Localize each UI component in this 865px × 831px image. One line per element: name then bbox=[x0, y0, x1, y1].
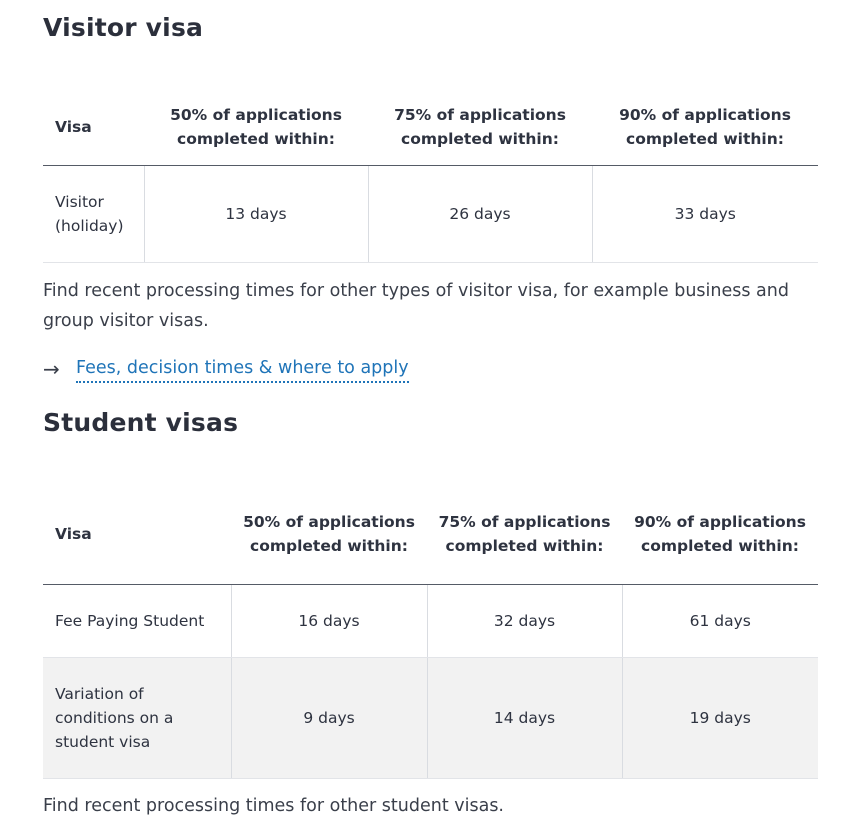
time-50-cell: 16 days bbox=[231, 584, 427, 657]
column-header-visa: Visa bbox=[43, 89, 144, 165]
visitor-info-paragraph: Find recent processing times for other types of visitor visa, for example business and group visitor visas. bbox=[43, 281, 789, 331]
column-header-visa: Visa bbox=[43, 485, 231, 584]
time-90-cell: 19 days bbox=[622, 657, 818, 778]
fees-link-row bbox=[43, 355, 409, 383]
time-75-cell: 32 days bbox=[427, 584, 622, 657]
fees-decision-times-link[interactable]: Fees, decision times & where to apply bbox=[76, 355, 409, 383]
column-header-75-percent: 75% of applications completed within: bbox=[427, 485, 622, 584]
time-90-cell: 61 days bbox=[622, 584, 818, 657]
column-header-50-percent: 50% of applications completed within: bbox=[144, 89, 368, 165]
visa-type-cell: Fee Paying Student bbox=[43, 584, 231, 657]
visitor-processing-times-table bbox=[43, 89, 818, 263]
visa-type-cell: Visitor (holiday) bbox=[43, 165, 144, 262]
visitor-visa-heading: Visitor visa bbox=[43, 13, 204, 42]
table-header-row bbox=[43, 89, 818, 165]
time-50-cell: 9 days bbox=[231, 657, 427, 778]
column-header-90-percent: 90% of applications completed within: bbox=[592, 89, 818, 165]
table-row bbox=[43, 165, 818, 262]
student-visas-heading: Student visas bbox=[43, 408, 239, 437]
visa-type-cell: Variation of conditions on a student visa bbox=[43, 657, 231, 778]
table-row bbox=[43, 584, 818, 657]
student-processing-times-table bbox=[43, 485, 818, 779]
column-header-75-percent: 75% of applications completed within: bbox=[368, 89, 592, 165]
arrow-right-icon: → bbox=[43, 357, 60, 381]
column-header-90-percent: 90% of applications completed within: bbox=[622, 485, 818, 584]
time-75-cell: 26 days bbox=[368, 165, 592, 262]
time-90-cell: 33 days bbox=[592, 165, 818, 262]
column-header-50-percent: 50% of applications completed within: bbox=[231, 485, 427, 584]
time-75-cell: 14 days bbox=[427, 657, 622, 778]
time-50-cell: 13 days bbox=[144, 165, 368, 262]
table-header-row bbox=[43, 485, 818, 584]
table-row bbox=[43, 657, 818, 778]
student-info-paragraph: Find recent processing times for other student visas. bbox=[43, 796, 504, 816]
